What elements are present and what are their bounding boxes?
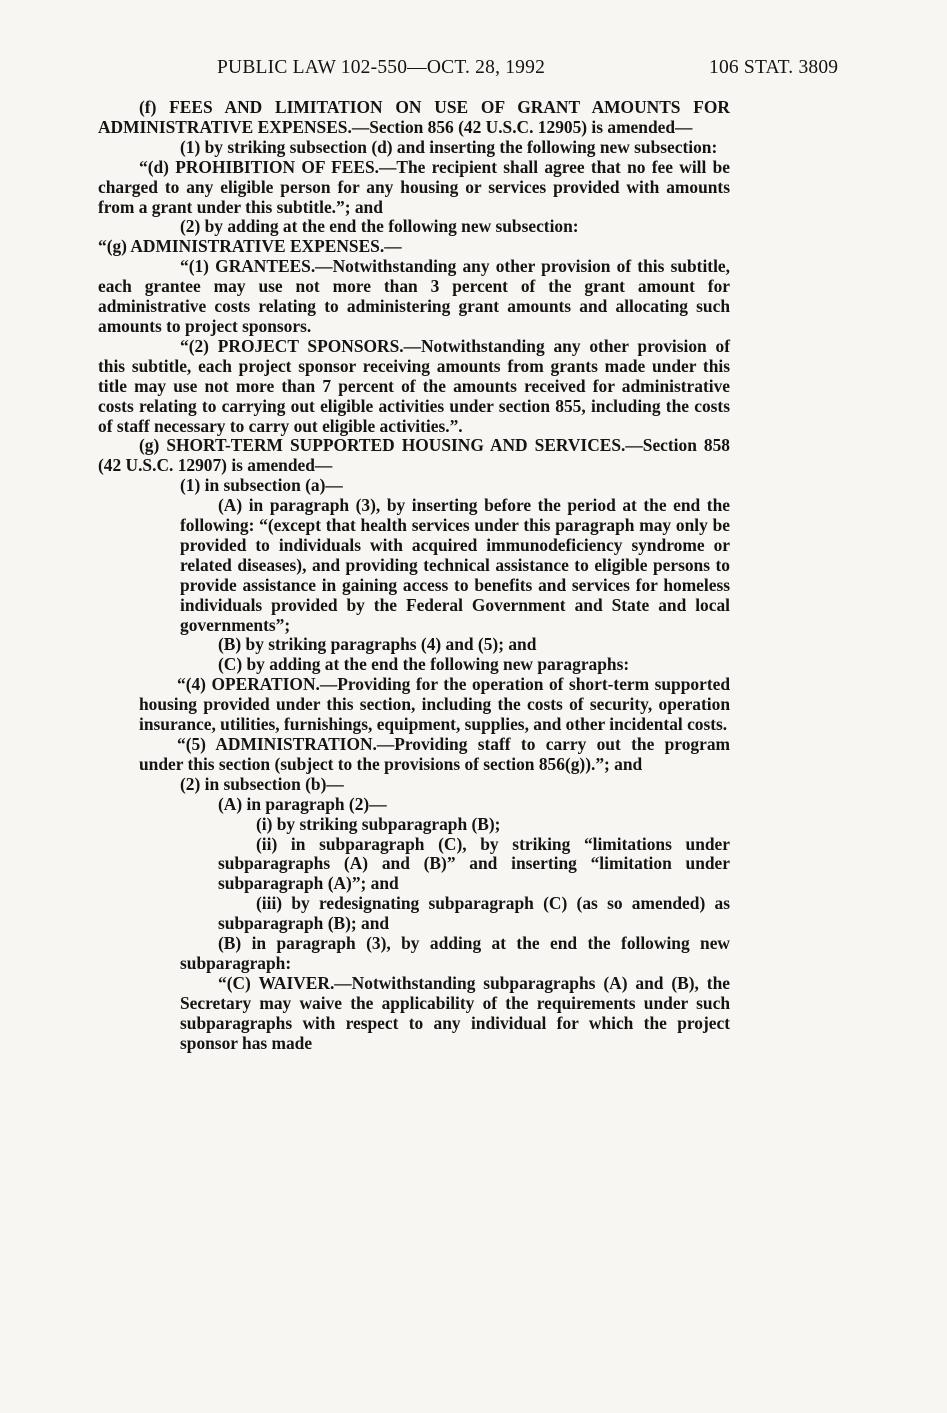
paragraph-4-operation: “(4) OPERATION.—Providing for the operation of short-term supported housing provided under this section, including the costs of security, operation insurance, utilities, furnishings, equipment, supplies, and other incidental costs.: [139, 674, 730, 735]
paragraph-5-administration: “(5) ADMINISTRATION.—Providing staff to carry out the program under this section (subject to the provisions of section 856(g)).”; and: [139, 734, 730, 774]
paragraph-2-subsection-b: (2) in subsection (b)—: [180, 773, 344, 794]
paragraph-A-paragraph-3: (A) in paragraph (3), by inserting before the period at the end the following: “(except that health services under this paragraph may only be provided to individuals with acquired immunodeficiency syndrome or related diseases), and providing technical assistance to eligible persons to provide assistance in gaining access to benefits and services for homeless individuals provided by the Federal Government and State and local governments”;: [180, 495, 730, 635]
paragraph-C-adding: (C) by adding at the end the following new paragraphs:: [218, 654, 630, 675]
paragraph-iii-redesignating: (iii) by redesignating subparagraph (C) (as so amended) as subparagraph (B); and: [218, 893, 730, 934]
paragraph-1-grantees: “(1) GRANTEES.—Notwithstanding any other provision of this subtitle, each grantee may use not more than 3 percent of the grant amount for administrative costs relating to administering grant amounts and allocating such amounts to project sponsors.: [98, 256, 730, 336]
paragraph-g-short-term: (g) SHORT-TERM SUPPORTED HOUSING AND SERVICES.—Section 858 (42 U.S.C. 12907) is amended—: [98, 435, 730, 476]
paragraph-g-admin-expenses: “(g) ADMINISTRATIVE EXPENSES.—: [98, 236, 402, 257]
paragraph-1-subsection-a: (1) in subsection (a)—: [180, 475, 343, 496]
paragraph-ii-subparagraph-C: (ii) in subparagraph (C), by striking “limitations under subparagraphs (A) and (B)” and inserting “limitation under subparagraph (A)”; and: [218, 833, 730, 894]
paragraph-d-prohibition: “(d) PROHIBITION OF FEES.—The recipient shall agree that no fee will be charged to any eligible person for any housing or services provided with amounts from a grant under this subtitle.”; and: [98, 156, 730, 217]
page-number: 106 STAT. 3809: [709, 57, 839, 78]
paragraph-A-paragraph-2: (A) in paragraph (2)—: [218, 793, 387, 814]
paragraph-i-striking: (i) by striking subparagraph (B);: [256, 813, 501, 834]
paragraph-2-adding: (2) by adding at the end the following new subsection:: [180, 216, 579, 237]
paragraph-C-waiver: “(C) WAIVER.—Notwithstanding subparagraphs (A) and (B), the Secretary may waive the applicability of the requirements under such subparagraphs with respect to any individual for which the project sponsor has made: [180, 972, 730, 1053]
paragraph-f-fees: (f) FEES AND LIMITATION ON USE OF GRANT AMOUNTS FOR ADMINISTRATIVE EXPENSES.—Section 856 (42 U.S.C. 12905) is amended—: [98, 97, 730, 137]
paragraph-B-paragraph-3: (B) in paragraph (3), by adding at the end the following new subparagraph:: [180, 933, 730, 973]
paragraph-B-striking: (B) by striking paragraphs (4) and (5); and: [218, 634, 537, 655]
running-header-title: PUBLIC LAW 102-550—OCT. 28, 1992: [217, 57, 546, 78]
paragraph-1-striking-d: (1) by striking subsection (d) and inserting the following new subsection:: [180, 136, 718, 157]
document-body: [98, 98, 730, 1054]
paragraph-2-project-sponsors: “(2) PROJECT SPONSORS.—Notwithstanding any other provision of this subtitle, each project sponsor receiving amounts from grants made under this title may use not more than 7 percent of the amounts received for administrative costs relating to carrying out eligible activities under section 855, including the costs of staff necessary to carry out eligible activities.”.: [98, 335, 730, 436]
